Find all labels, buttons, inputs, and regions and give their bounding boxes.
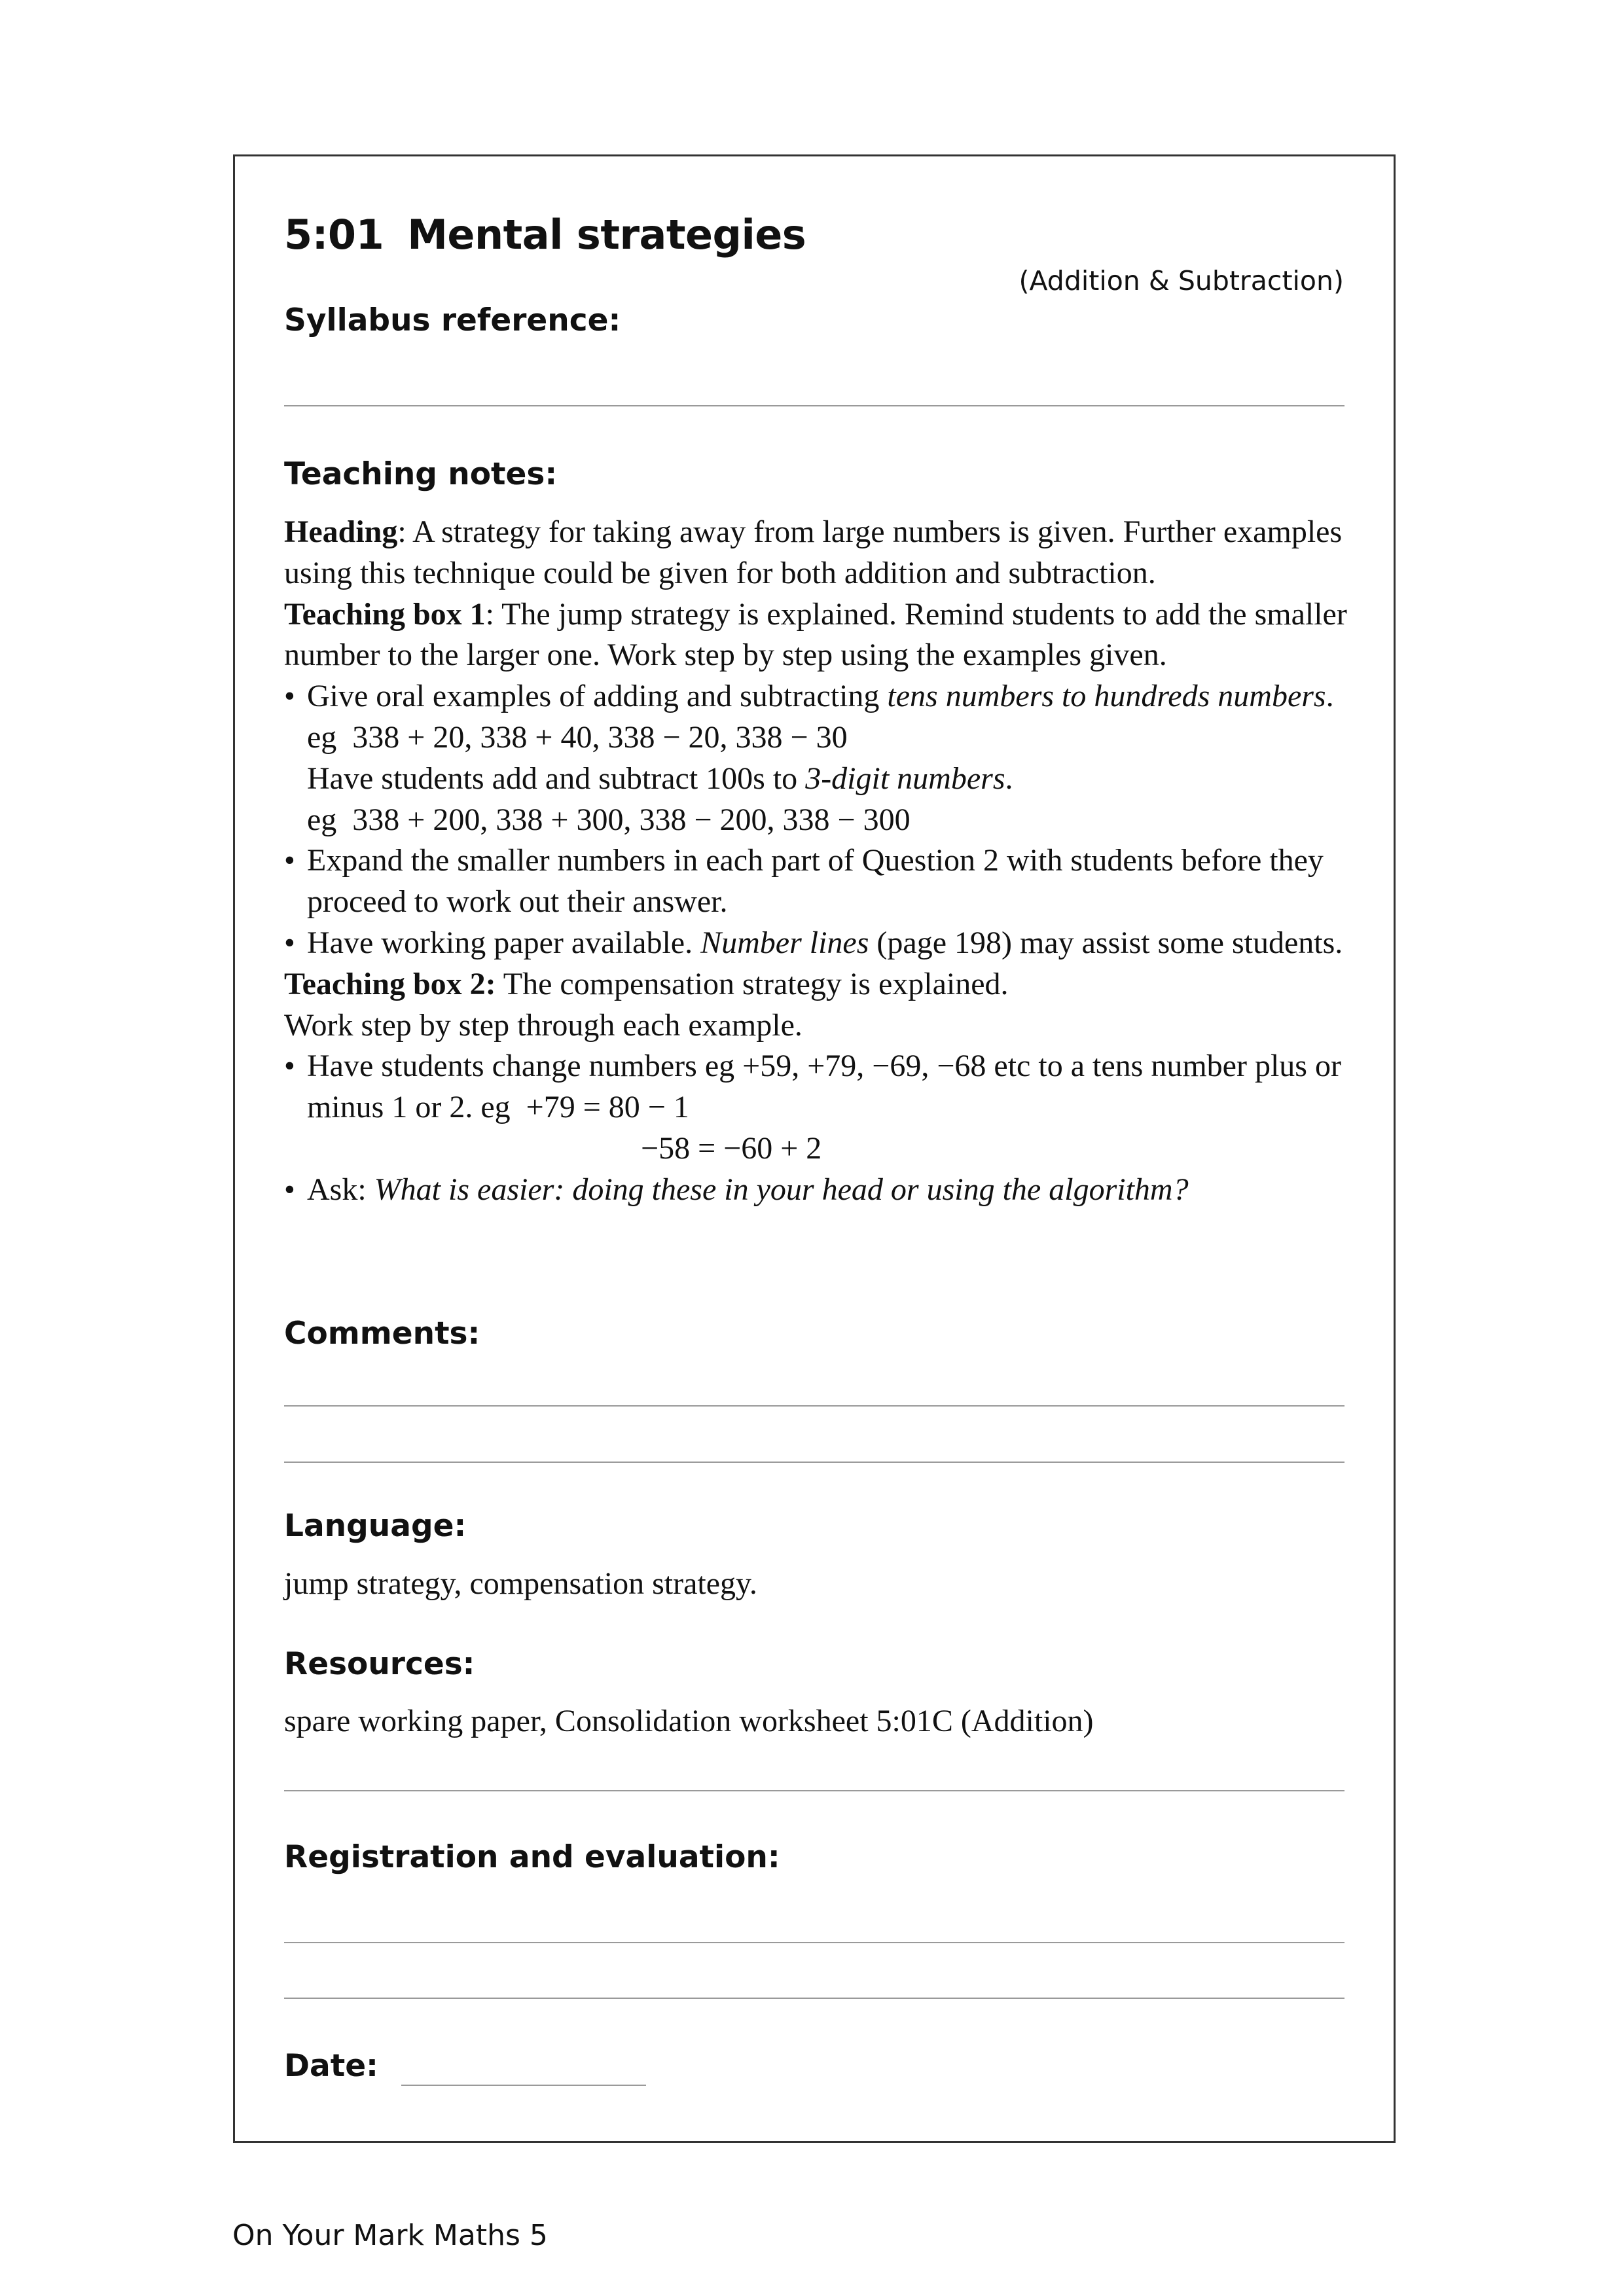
- notes-box2-bold: Teaching box 2:: [284, 966, 496, 1001]
- bullet-icon: •: [284, 843, 295, 878]
- notes-box2-text: The compensation strategy is explained.: [496, 966, 1009, 1001]
- bullet-icon: •: [284, 925, 295, 960]
- notes-equation-2: −58 = −60 + 2: [641, 1130, 822, 1166]
- resources-rule: [284, 1790, 1344, 1791]
- notes-box1-bold: Teaching box 1: [284, 596, 486, 632]
- notes-bullet-oral-examples: [284, 676, 1358, 717]
- bullet-italic: Number lines: [700, 925, 869, 960]
- notes-add-100s: [284, 759, 1358, 800]
- bullet-text: Expand the smaller numbers in each part of Question 2 with students before they proceed to work out their answer.: [307, 843, 1324, 920]
- bullet-italic: What is easier: doing these in your head or using the algorithm?: [374, 1172, 1189, 1207]
- teaching-notes-body: [284, 512, 1358, 1211]
- page-subtitle: (Addition & Subtraction): [1019, 265, 1344, 296]
- comments-write-line-1: [284, 1405, 1344, 1407]
- resources-text: spare working paper, Consolidation worksheet 5:01C (Addition): [284, 1704, 1094, 1738]
- notes-box2-paragraph: [284, 964, 1358, 1005]
- page-title: [284, 211, 806, 259]
- bullet-text: Have working paper available.: [307, 925, 701, 960]
- bullet-end: .: [1326, 679, 1334, 714]
- notes-heading-text: : A strategy for taking away from large numbers is given. Further examples using this technique could be given for both addition and subtraction.: [284, 514, 1343, 590]
- language-label: Language:: [284, 1508, 467, 1544]
- teaching-notes-label: Teaching notes:: [284, 456, 558, 492]
- add100-text: Have students add and subtract 100s to: [307, 761, 806, 796]
- notes-heading-paragraph: [284, 512, 1358, 594]
- bullet-icon: •: [284, 1172, 295, 1207]
- notes-bullet-ask: [284, 1170, 1358, 1211]
- date-write-line: [401, 2085, 646, 2086]
- bullet-end: (page 198) may assist some students.: [869, 925, 1343, 960]
- notes-heading-bold: Heading: [284, 514, 398, 549]
- notes-box1-paragraph: [284, 594, 1358, 677]
- add100-italic: 3-digit numbers: [805, 761, 1005, 796]
- bullet-text: Ask:: [307, 1172, 374, 1207]
- registration-evaluation-label: Registration and evaluation:: [284, 1839, 780, 1875]
- notes-example-1: eg 338 + 20, 338 + 40, 338 − 20, 338 − 30: [307, 719, 848, 755]
- bullet-text: Give oral examples of adding and subtracting: [307, 679, 888, 714]
- notes-box2-line2: Work step by step through each example.: [284, 1007, 803, 1043]
- add100-end: .: [1005, 761, 1013, 796]
- date-label: Date:: [284, 2048, 378, 2084]
- page-footer: On Your Mark Maths 5: [232, 2219, 548, 2252]
- syllabus-write-line: [284, 405, 1344, 406]
- registration-write-line-2: [284, 1998, 1344, 1999]
- resources-label: Resources:: [284, 1646, 475, 1682]
- bullet-italic: tens numbers to hundreds numbers: [887, 679, 1326, 714]
- bullet-text: Have students change numbers eg +59, +79, −69, −68 etc to a tens number plus or minus 1 or 2. eg +79 = 80 − 1: [307, 1049, 1349, 1125]
- notes-bullet-expand: [284, 840, 1358, 923]
- comments-label: Comments:: [284, 1316, 480, 1352]
- registration-write-line-1: [284, 1942, 1344, 1943]
- notes-box1-text: : The jump strategy is explained. Remind students to add the smaller number to the larger one. Work step by step using the examples given.: [284, 596, 1347, 673]
- notes-example-2: eg 338 + 200, 338 + 300, 338 − 200, 338 − 300: [307, 802, 911, 837]
- title-number: 5:01: [284, 211, 384, 259]
- notes-bullet-change-numbers: [284, 1046, 1358, 1128]
- title-text: Mental strategies: [407, 211, 806, 259]
- bullet-icon: •: [284, 1049, 295, 1084]
- notes-bullet-working-paper: [284, 923, 1358, 964]
- bullet-icon: •: [284, 679, 295, 714]
- comments-write-line-2: [284, 1462, 1344, 1463]
- language-text: jump strategy, compensation strategy.: [284, 1566, 757, 1601]
- syllabus-reference-label: Syllabus reference:: [284, 302, 621, 338]
